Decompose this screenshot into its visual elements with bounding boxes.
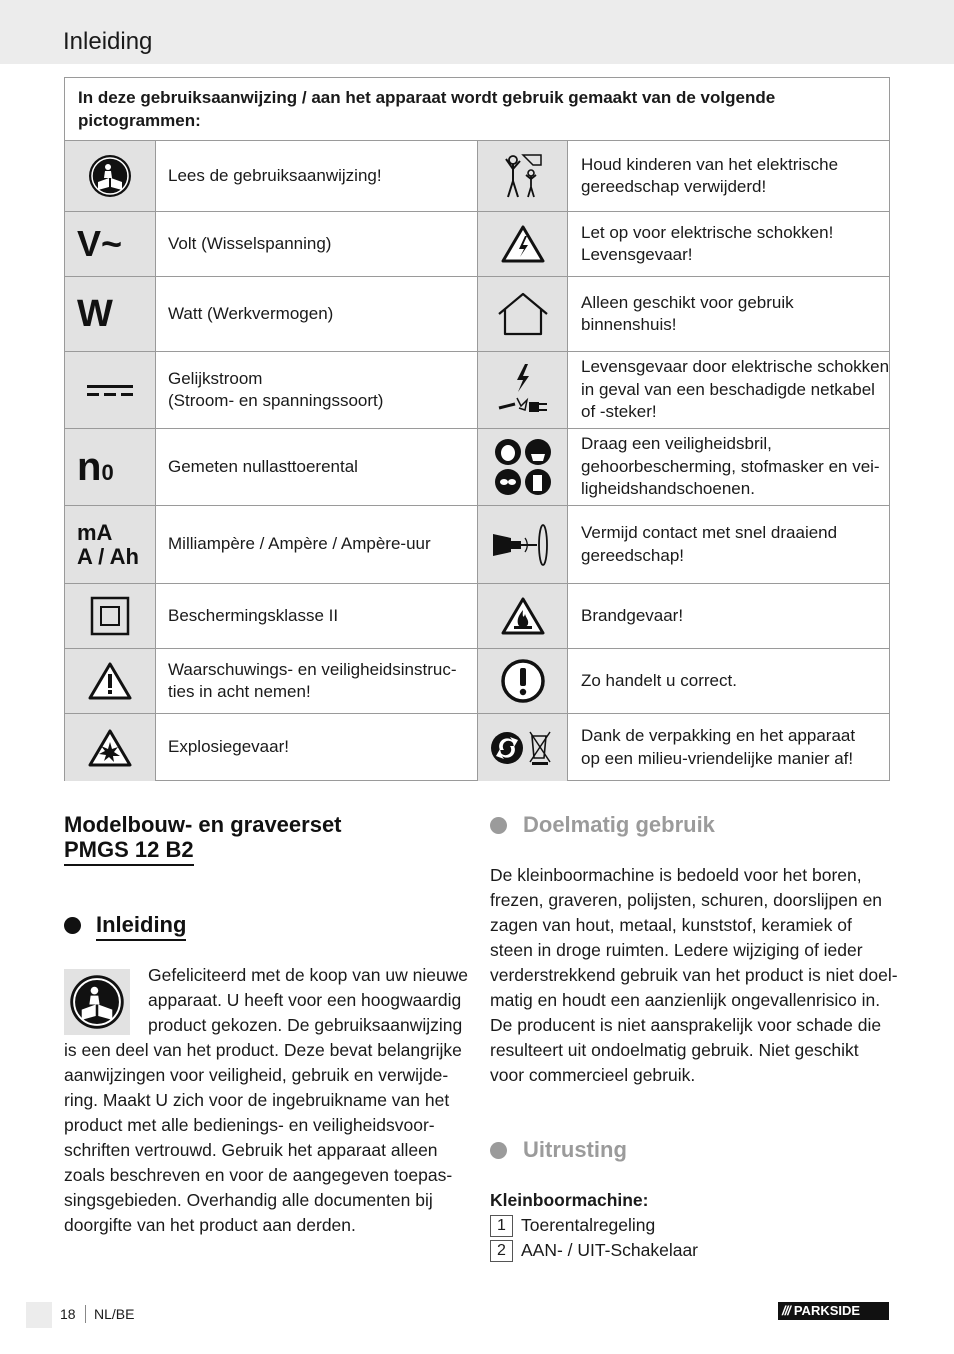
page-title: Inleiding bbox=[63, 28, 153, 55]
use-text-line: De kleinboormachine is bedoeld voor het boren, bbox=[490, 865, 862, 885]
use-text-line: steen in droge ruimten. Ledere wijziging of ieder bbox=[490, 940, 863, 960]
intro-text-line: doorgifte van het product aan derden. bbox=[64, 1215, 356, 1235]
equipment-subheading: Kleinboormachine: bbox=[490, 1190, 649, 1210]
pictogram-desc: Watt (Werkvermogen) bbox=[168, 303, 334, 323]
explosion-hazard-icon bbox=[65, 714, 156, 781]
watt-icon: W bbox=[65, 277, 156, 351]
intro-heading: Inleiding bbox=[96, 912, 186, 937]
indoor-house-icon bbox=[477, 277, 568, 351]
use-text-line: De producent is niet aansprakelijk voor schade die bbox=[490, 1015, 882, 1035]
pictogram-desc: Alleen geschikt voor gebruik binnenshuis! bbox=[581, 292, 794, 334]
pictogram-desc: Explosiegevaar! bbox=[168, 737, 289, 757]
table-row bbox=[65, 584, 889, 649]
pictogram-table-caption: In deze gebruiksaanwijzing / aan het apparaat wordt gebruik gemaakt van de volgende pictogrammen: bbox=[65, 78, 889, 141]
pictogram-table bbox=[64, 77, 890, 781]
table-row bbox=[65, 649, 889, 714]
table-row bbox=[65, 714, 889, 781]
intro-text-line: zoals beschreven en voor de aangegeven toepas- bbox=[64, 1165, 453, 1185]
pictogram-desc: Waarschuwings- en veiligheidsinstruc- ties in acht nemen! bbox=[168, 659, 457, 701]
item-number: 1 bbox=[490, 1215, 513, 1237]
protection-class-2-icon bbox=[65, 584, 156, 648]
pictogram-desc: Volt (Wisselspanning) bbox=[168, 233, 332, 253]
use-text-line: frezen, graveren, polijsten, schuren, doorslijpen en bbox=[490, 890, 883, 910]
ampere-icon: mA A / Ah bbox=[65, 506, 156, 583]
use-text-line: resulteert uit ondoelmatig gebruik. Niet geschikt bbox=[490, 1040, 859, 1060]
protective-gear-icon bbox=[477, 429, 568, 505]
pictogram-desc: Gelijkstroom (Stroom- en spanningssoort) bbox=[168, 368, 384, 410]
intro-text-line: product gekozen. De gebruiksaanwijzing bbox=[148, 1015, 463, 1035]
direct-current-icon bbox=[65, 352, 156, 428]
table-row bbox=[65, 352, 889, 429]
item-label: Toerentalregeling bbox=[521, 1215, 656, 1235]
intro-text-line: ring. Maakt U zich voor de ingebruikname van het bbox=[64, 1090, 450, 1110]
pictogram-desc: Let op voor elektrische schokken! Levensgevaar! bbox=[581, 222, 834, 264]
table-row bbox=[65, 506, 889, 584]
pictogram-desc: Lees de gebruiksaanwijzing! bbox=[168, 165, 382, 185]
item-number: 2 bbox=[490, 1240, 513, 1262]
electric-shock-icon bbox=[477, 212, 568, 276]
no-load-speed-icon: n0 bbox=[65, 429, 156, 505]
table-row bbox=[65, 212, 889, 277]
pictogram-desc: Draag een veiligheidsbril, gehoorbescherming, stofmasker en vei- ligheidshandschoenen. bbox=[581, 434, 880, 499]
bullet-icon bbox=[490, 1142, 507, 1159]
pictogram-desc: Zo handelt u correct. bbox=[581, 670, 737, 690]
bullet-icon bbox=[490, 817, 507, 834]
pictogram-desc: Milliampère / Ampère / Ampère-uur bbox=[168, 534, 431, 554]
use-heading: Doelmatig gebruik bbox=[523, 812, 715, 837]
intro-text-line: aanwijzingen voor veiligheid, gebruik en verwijde- bbox=[64, 1065, 449, 1085]
read-manual-icon bbox=[64, 969, 130, 1035]
table-row bbox=[65, 277, 889, 352]
intro-text-line: is een deel van het product. Deze bevat belangrijke bbox=[64, 1040, 462, 1060]
recycling-icon bbox=[477, 714, 568, 781]
fire-hazard-icon bbox=[477, 584, 568, 648]
exclamation-icon bbox=[477, 649, 568, 713]
pictogram-desc: Dank de verpakking en het apparaat op een milieu-vriendelijke manier af! bbox=[581, 726, 856, 768]
pictogram-desc: Vermijd contact met snel draaiend gereedschap! bbox=[581, 523, 838, 565]
list-item bbox=[490, 1213, 655, 1238]
use-text-line: zagen van hout, metaal, kunststof, keramiek of bbox=[490, 915, 852, 935]
pictogram-desc: Levensgevaar door elektrische schokken in geval van een beschadigde netkabel of -steker! bbox=[581, 357, 890, 422]
intro-text-line: schriften vertrouwd. Gebruik het apparaat alleen bbox=[64, 1140, 438, 1160]
bullet-icon bbox=[64, 917, 81, 934]
use-text-line: matig en houdt een aanzienlijk ongevallenrisico in. bbox=[490, 990, 881, 1010]
intro-text-line: product met alle bedienings- en veiligheidsvoor- bbox=[64, 1115, 435, 1135]
intro-text-line: singsgebieden. Overhandig alle documenten bij bbox=[64, 1190, 433, 1210]
footer-box bbox=[26, 1302, 52, 1328]
intro-text-line: apparaat. U heeft voor een hoogwaardig bbox=[148, 990, 462, 1010]
item-label: AAN- / UIT-Schakelaar bbox=[521, 1240, 698, 1260]
read-manual-icon bbox=[65, 141, 156, 211]
equipment-heading: Uitrusting bbox=[523, 1137, 627, 1162]
list-item bbox=[490, 1238, 698, 1263]
damaged-cable-icon bbox=[477, 352, 568, 428]
volt-ac-icon: V~ bbox=[65, 212, 156, 276]
pictogram-desc: Beschermingsklasse II bbox=[168, 605, 339, 625]
use-text-line: verderstrekkend gebruik van het product is niet doel- bbox=[490, 965, 898, 985]
warning-triangle-icon bbox=[65, 649, 156, 713]
product-title: Modelbouw- en graveerset PMGS 12 B2 bbox=[64, 812, 342, 862]
keep-children-away-icon bbox=[477, 141, 568, 211]
pictogram-desc: Brandgevaar! bbox=[581, 605, 684, 625]
rotating-tool-icon bbox=[477, 506, 568, 583]
table-row bbox=[65, 429, 889, 506]
use-text-line: voor commercieel gebruik. bbox=[490, 1065, 696, 1085]
table-row bbox=[65, 141, 889, 212]
pictogram-desc: Gemeten nullasttoerental bbox=[168, 456, 358, 476]
page-number: 18 bbox=[60, 1306, 76, 1322]
pictogram-desc: Houd kinderen van het elektrische gereedschap verwijderd! bbox=[581, 154, 839, 196]
brand-logo: /// PARKSIDE bbox=[778, 1302, 889, 1320]
footer-divider bbox=[85, 1305, 86, 1323]
intro-text-line: Gefeliciteerd met de koop van uw nieuwe bbox=[148, 965, 469, 985]
language-code: NL/BE bbox=[94, 1306, 135, 1322]
